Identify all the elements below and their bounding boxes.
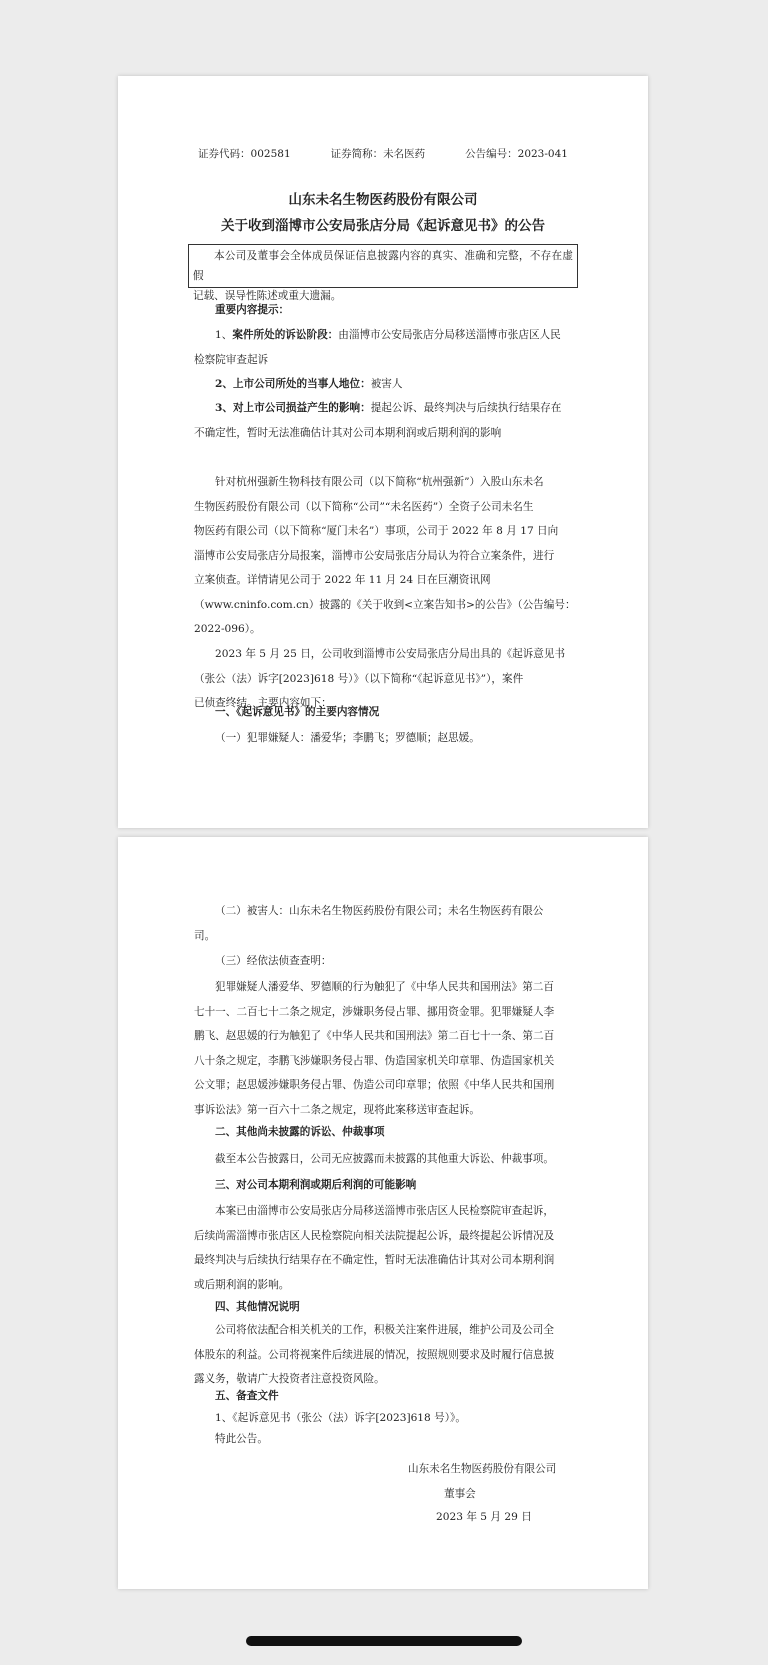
tip-2-text: 被害人 — [370, 378, 403, 390]
tip-3-label: 3、对上市公司损益产生的影响： — [215, 402, 371, 414]
stock-info-header — [118, 146, 648, 160]
suspects-line: （一）犯罪嫌疑人：潘爱华；李鹏飞；罗德顺；赵思媛。 — [215, 732, 480, 744]
tip-2-label: 2、上市公司所处的当事人地位： — [215, 378, 371, 390]
section-3-line: 后续尚需淄博市张店区人民检察院向相关法院提起公诉，最终提起公诉情况及 — [194, 1229, 555, 1242]
home-indicator[interactable] — [246, 1636, 522, 1646]
notice-number: 公告编号：2023-041 — [465, 148, 568, 160]
section-5-heading: 五、备查文件 — [215, 1390, 279, 1402]
para1-line: 生物医药股份有限公司（以下简称“公司”“未名医药”）全资子公司未名生 — [194, 500, 534, 513]
announcement-title: 关于收到淄博市公安局张店分局《起诉意见书》的公告 — [221, 218, 545, 234]
finding-line: 公文罪；赵思媛涉嫌职务侵占罪、伪造公司印章罪；依照《中华人民共和国刑 — [194, 1079, 555, 1091]
tip-2 — [215, 372, 402, 397]
company-title: 山东未名生物医药股份有限公司 — [288, 192, 478, 208]
section-4-heading: 四、其他情况说明 — [215, 1301, 300, 1313]
disclaimer-line-1: 本公司及董事会全体成员保证信息披露内容的真实、准确和完整，不存在虚假 — [193, 250, 573, 282]
section-3-line: 最终判决与后续执行结果存在不确定性，暂时无法准确估计其对公司本期利润 — [194, 1254, 555, 1266]
para1-line: 2022-096）。 — [194, 623, 261, 635]
section-4-paragraph — [194, 1318, 574, 1392]
tip-1-prefix: 1、 — [215, 329, 233, 341]
signature-board: 董事会 — [444, 1488, 476, 1500]
section-2-heading: 二、其他尚未披露的诉讼、仲裁事项 — [215, 1126, 385, 1138]
para1-line: 针对杭州强新生物科技有限公司（以下简称“杭州强新”）入股山东未名 — [215, 476, 544, 488]
section-2-text: 截至本公告披露日，公司无应披露而未披露的其他重大诉讼、仲裁事项。 — [215, 1153, 554, 1165]
finding-line: 七十一、二百七十二条之规定，涉嫌职务侵占罪、挪用资金罪。犯罪嫌疑人李 — [194, 1005, 555, 1018]
key-tips-heading: 重要内容提示： — [215, 304, 290, 316]
finding-line: 犯罪嫌疑人潘爱华、罗德顺的行为触犯了《中华人民共和国刑法》第二百 — [215, 981, 554, 993]
stock-code: 证券代码：002581 — [198, 148, 291, 160]
disclaimer-box — [188, 244, 578, 302]
para1-line: 物医药有限公司（以下简称“厦门未名”）事项，公司于 2022 年 8 月 17 日向 — [194, 525, 559, 537]
section-4-line: 露义务，敬请广大投资者注意投资风险。 — [194, 1373, 385, 1385]
signature-date: 2023 年 5 月 29 日 — [436, 1511, 532, 1523]
tip-1-text-a: 由淄博市公安局张店分局移送淄博市张店区人民 — [338, 329, 561, 341]
finding-line: 八十条之规定，李鹏飞涉嫌职务侵占罪、伪造国家机关印章罪、伪造国家机关 — [194, 1054, 555, 1067]
para1-line: （www.cninfo.com.cn）披露的《关于收到<立案告知书>的公告》（公告编号： — [194, 598, 576, 611]
tip-1-text-b: 检察院审查起诉 — [194, 353, 269, 366]
finding-line: 事诉讼法》第一百六十二条之规定，现将此案移送审查起诉。 — [194, 1103, 481, 1116]
tip-3-text-a: 提起公诉、最终判决与后续执行结果存在 — [370, 402, 562, 414]
victims-line: 司。 — [194, 929, 216, 942]
para1-line: 淄博市公安局张店分局报案，淄博市公安局张店分局认为符合立案条件，进行 — [194, 549, 555, 562]
section-1-heading: 一、《起诉意见书》的主要内容情况 — [215, 706, 380, 718]
finding-paragraph — [194, 975, 574, 1122]
disclaimer-line-2: 记载、误导性陈述或重大遗漏。 — [193, 290, 342, 302]
paragraph-background — [194, 470, 574, 642]
finding-line: 鹏飞、赵思媛的行为触犯了《中华人民共和国刑法》第二百七十一条、第二百 — [194, 1030, 555, 1042]
section-3-line: 本案已由淄博市公安局张店分局移送淄博市张店区人民检察院审查起诉， — [215, 1205, 554, 1217]
victims — [194, 899, 574, 948]
section-4-line: 公司将依法配合相关机关的工作，积极关注案件进展，维护公司及公司全 — [215, 1324, 554, 1336]
para2-line: （张公（法）诉字[2023]618 号）》（以下简称“《起诉意见书》”），案件 — [194, 672, 524, 685]
para1-line: 立案侦查。详情请见公司于 2022 年 11 月 24 日在巨潮资讯网 — [194, 574, 491, 586]
para2-line: 已侦查终结。主要内容如下： — [194, 697, 332, 709]
section-5-item: 1、《起诉意见书（张公（法）诉字[2023]618 号）》。 — [215, 1412, 466, 1424]
closing-text: 特此公告。 — [215, 1433, 268, 1445]
para2-line: 2023 年 5 月 25 日，公司收到淄博市公安局张店分局出具的《起诉意见书 — [215, 648, 566, 660]
signature-company: 山东未名生物医药股份有限公司 — [408, 1463, 557, 1475]
section-3-paragraph — [194, 1199, 574, 1297]
section-3-line: 或后期利润的影响。 — [194, 1278, 290, 1291]
victims-line: （二）被害人：山东未名生物医药股份有限公司；未名生物医药有限公 — [215, 905, 544, 917]
tip-3-text-b: 不确定性，暂时无法准确估计其对公司本期利润或后期利润的影响 — [194, 426, 502, 439]
tip-1 — [194, 323, 574, 372]
document-page-1 — [118, 76, 648, 828]
document-page-2 — [118, 837, 648, 1589]
section-4-line: 体股东的利益。公司将视案件后续进展的情况，按照规则要求及时履行信息披 — [194, 1348, 555, 1361]
finding-heading: （三）经依法侦查查明： — [215, 955, 332, 967]
section-3-heading: 三、对公司本期利润或期后利润的可能影响 — [215, 1179, 417, 1191]
tip-1-label: 案件所处的诉讼阶段： — [232, 329, 339, 341]
tip-3 — [194, 396, 574, 445]
stock-short-name: 证券简称：未名医药 — [330, 148, 426, 160]
